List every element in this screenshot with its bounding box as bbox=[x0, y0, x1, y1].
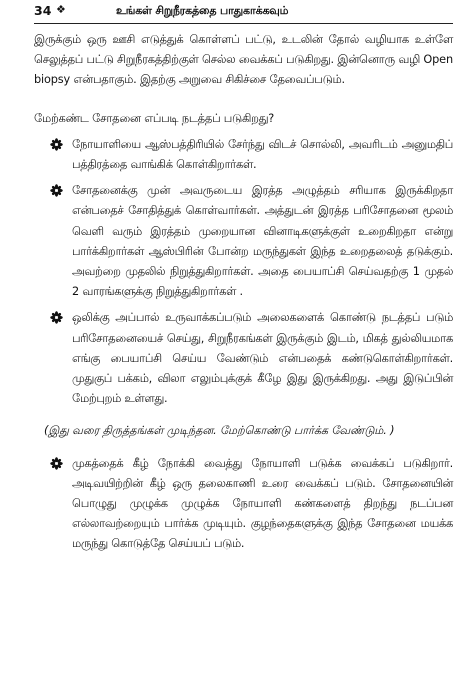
list-item bbox=[34, 308, 453, 409]
diamond-ornament-icon: ❖ bbox=[56, 3, 66, 16]
asterisk-flower-icon bbox=[50, 184, 63, 197]
list-item-text: முகத்தைக் கீழ் நோக்கி வைத்து நோயாளி படுக்க வைக்கப் படுகிறார். அடிவயிற்றின் கீழ் ஒரு தலைகாணி உரை வைக்கப் படும். சோதனையின் பொழுது முழுக்க முழுக்க நோயாளி கண்களைத் திறந்து நடப்பன எல்லாவற்றையும் பார்க்க முடியும். குழந்தைகளுக்கு இந்த சோதனை மயக்க மருந்து கொடுத்தே செய்யப் படும். bbox=[72, 456, 453, 551]
editor-note: (இது வரை திருத்தங்கள் முடிந்தன. மேற்கொண்டு பார்க்க வேண்டும். ) bbox=[44, 424, 395, 438]
page-number: 34 bbox=[34, 3, 52, 18]
list-item bbox=[34, 181, 453, 302]
section-question: மேற்கண்ட சோதனை எப்படி நடத்தப் படுகிறது? bbox=[34, 111, 275, 125]
list-item bbox=[34, 454, 453, 555]
list-item-text: சோதனைக்கு முன் அவருடைய இரத்த அழுத்தம் சரியாக இருக்கிறதா என்பதைச் சோதித்துக் கொள்வார்கள். அத்துடன் இரத்த பரிசோதனை மூலம் வெளி வரும் இரத்தம் முறையான வினாடிகளுக்குள் உறைகிறதா என்று பார்க்கிறார்கள் ஆஸ்பிரின் போன்ற மருந்துகள் இந்த உறைதலைத் தடுக்கும். அவற்றை முதலில் நிறுத்துகிறார்கள். அதை பையாப்சி செய்வதற்கு 1 முதல் 2 வாரங்களுக்கு நிறுத்துகிறார்கள் . bbox=[72, 184, 453, 299]
header-rule bbox=[34, 23, 453, 24]
list-item-text: ஒலிக்கு அப்பால் உருவாக்கப்படும் அலைகளைக் கொண்டு நடத்தப் படும் பரிசோதனையைச் செய்து, சிறுநீரகங்கள் இருக்கும் இடம், மிகத் துல்லியமாக எங்கு பையாப்சி செய்ய வேண்டும் என்பதைக் கண்டுகொள்கிறார்கள். முதுகுப் பக்கம், விலா எலும்புக்குக் கீழே இது இருக்கிறது. அது இடுப்பின் மேற்புறம் உள்ளது. bbox=[72, 311, 453, 406]
asterisk-flower-icon bbox=[50, 138, 63, 151]
list-item bbox=[34, 135, 453, 175]
asterisk-flower-icon bbox=[50, 311, 63, 324]
book-title: உங்கள் சிறுநீரகத்தை பாதுகாக்கவும் bbox=[116, 4, 289, 17]
asterisk-flower-icon bbox=[50, 457, 63, 470]
list-item-text: நோயாளியை ஆஸ்பத்திரியில் சேர்ந்து விடச் சொல்லி, அவரிடம் அனுமதிப் பத்திரத்தை வாங்கிக் கொள்கிறார்கள். bbox=[72, 137, 453, 172]
page-body bbox=[34, 30, 453, 555]
intro-paragraph: இருக்கும் ஒரு ஊசி எடுத்துக் கொள்ளப் பட்டு, உடலின் தோல் வழியாக உள்ளே செலுத்தப் பட்டு சிறுநீரகத்திற்குள் செல்ல வைக்கப் படுகிறது. இன்னொரு வழி Open biopsy என்பதாகும். இதற்கு அறுவை சிகிச்சை தேவைப்படும். bbox=[34, 33, 453, 87]
